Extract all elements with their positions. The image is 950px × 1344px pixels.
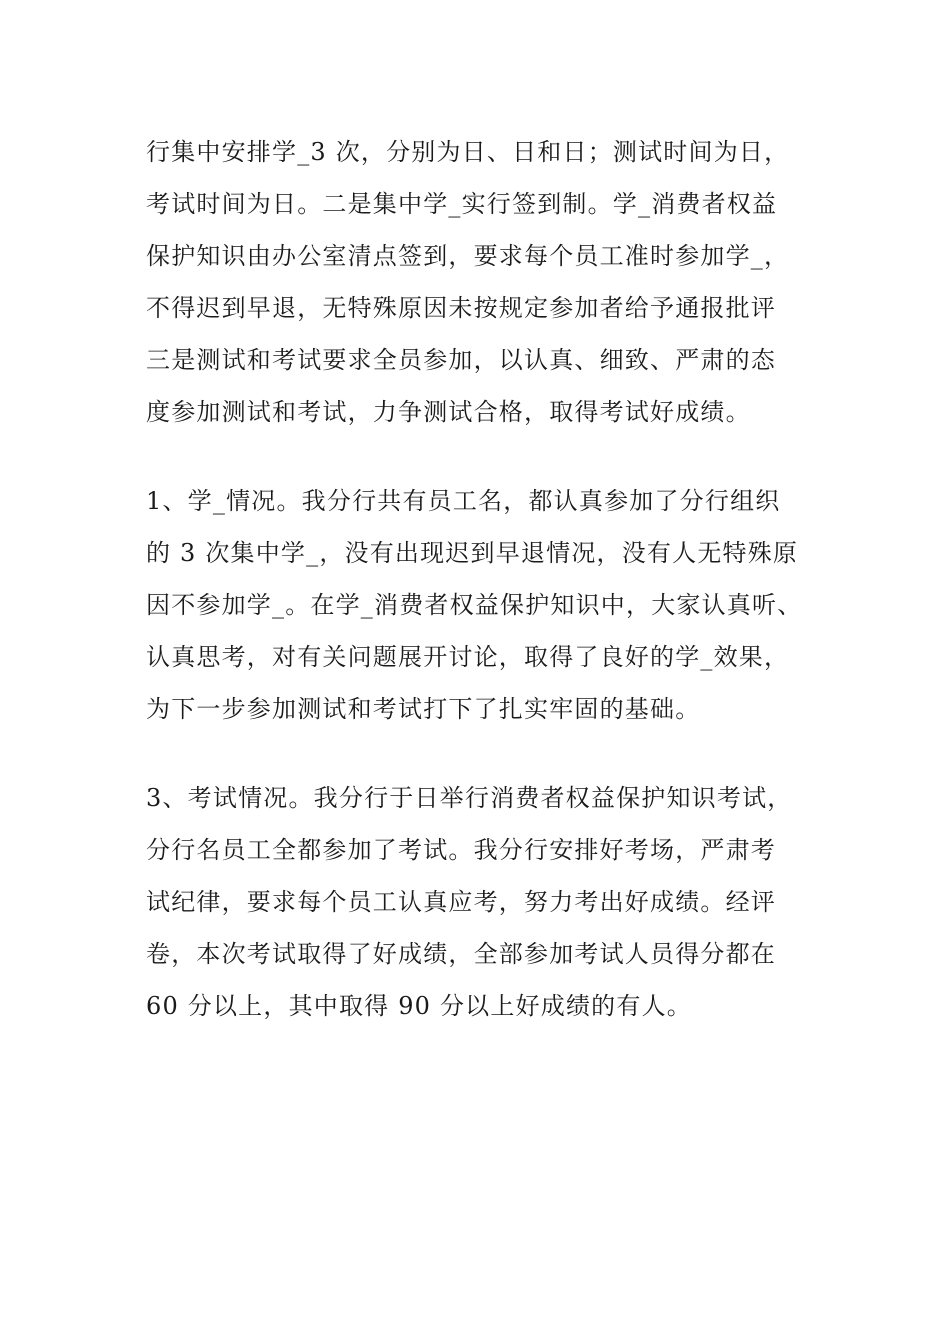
paragraph-study-situation	[146, 475, 826, 735]
text-line: 因不参加学_。在学_消费者权益保护知识中，大家认真听、	[146, 591, 803, 619]
paragraph-exam-situation	[146, 772, 826, 1032]
text-line: 度参加测试和考试，力争测试合格，取得考试好成绩。	[146, 398, 751, 426]
text-line: 三是测试和考试要求全员参加，以认真、细致、严肃的态	[146, 346, 776, 374]
text-line: 分行名员工全都参加了考试。我分行安排好考场，严肃考	[146, 836, 776, 864]
text-line: 不得迟到早退，无特殊原因未按规定参加者给予通报批评	[146, 294, 776, 322]
text-line: 的 3 次集中学_，没有出现迟到早退情况，没有人无特殊原	[146, 539, 799, 567]
text-line: 为下一步参加测试和考试打下了扎实牢固的基础。	[146, 695, 701, 723]
text-line: 1、学_情况。我分行共有员工名，都认真参加了分行组织	[146, 487, 781, 515]
text-line: 考试时间为日。二是集中学_实行签到制。学_消费者权益	[146, 190, 778, 218]
text-line: 认真思考，对有关问题展开讨论，取得了良好的学_效果，	[146, 643, 790, 671]
paragraph-schedule	[146, 126, 826, 438]
text-line: 60 分以上，其中取得 90 分以上好成绩的有人。	[146, 992, 692, 1020]
text-line: 3、考试情况。我分行于日举行消费者权益保护知识考试，	[146, 784, 793, 812]
text-line: 保护知识由办公室清点签到，要求每个员工准时参加学_，	[146, 242, 790, 270]
text-line: 试纪律，要求每个员工认真应考，努力考出好成绩。经评	[146, 888, 776, 916]
text-line: 行集中安排学_3 次，分别为日、日和日；测试时间为日，	[146, 138, 790, 166]
text-line: 卷，本次考试取得了好成绩，全部参加考试人员得分都在	[146, 940, 776, 968]
